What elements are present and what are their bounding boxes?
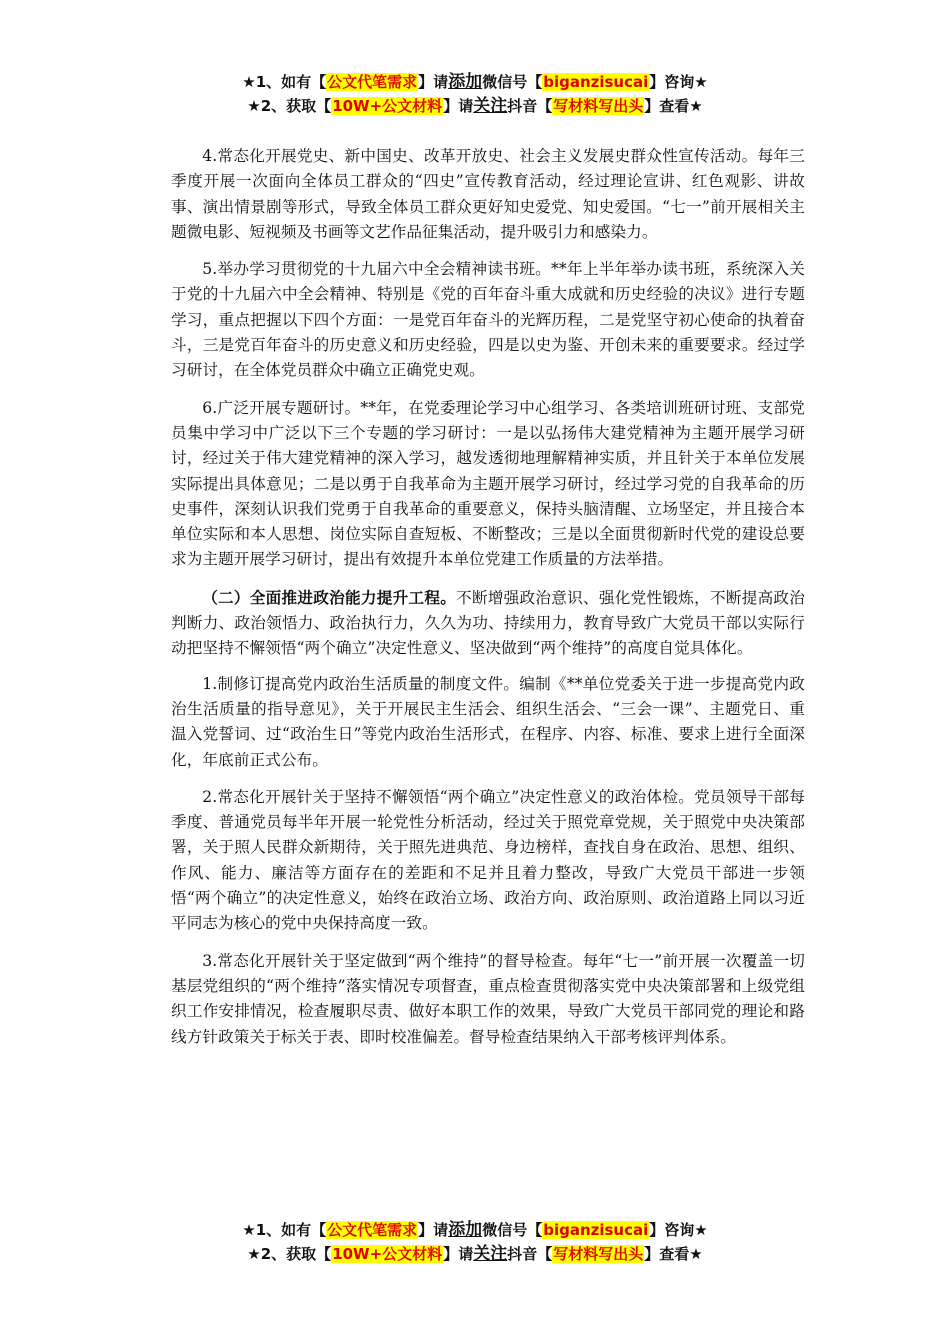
banner-text: 微信号【 [482,73,543,91]
paragraph-4: 4.常态化开展党史、新中国史、改革开放史、社会主义发展史群众性宣传活动。每年三季度开展一次面向全体员工群众的“四史”宣传教育活动，经过理论宣讲、红色观影、讲故事、演出情景剧等形式，导致全体员工群众更好知史爱党、知史爱国。“七一”前开展相关主题微电影、短视频及书画等文艺作品征集活动，提升吸引力和感染力。 [171,147,805,241]
banner-highlight: 写材料写出头 [553,97,644,115]
banner-text: 】请 [418,1221,449,1239]
item-3-paragraph: 3.常态化开展针关于坚定做到“两个维持”的督导检查。每年“七一”前开展一次覆盖一切基层党组织的“两个维持”落实情况专项督查，重点检查贯彻落实党中央决策部署和上级党组织工作安排情况，检查履职尽责、做好本职工作的效果，导致广大党员干部同党的理论和路线方针政策关于标关于表、即时校准偏差。督导检查结果纳入干部考核评判体系。 [171,951,805,1046]
banner-highlight: 10W+公文材料 [332,1245,443,1263]
banner-highlight: 公文代笔需求 [327,1221,418,1239]
banner-text: ★2、获取【 [247,97,332,115]
footer-banner [0,1218,950,1266]
section-2-heading: （二）全面推进政治能力提升工程。 [202,587,457,607]
banner-highlight: 10W+公文材料 [332,97,443,115]
banner-text: 】请 [443,1245,474,1263]
banner-highlight: 公文代笔需求 [327,73,418,91]
banner-emphasis: 关注 [473,96,508,116]
section-2-paragraph [171,585,805,662]
banner-text: ★1、如有【 [242,73,327,91]
item-2-paragraph: 2.常态化开展针关于坚持不懈领悟“两个确立”决定性意义的政治体检。党员领导干部每季度、普通党员每半年开展一轮党性分析活动，经过关于照党章党规，关于照党中央决策部署，关于照人民群众新期待，关于照先进典范、身边榜样，查找自身在政治、思想、组织、作风、能力、廉洁等方面存在的差距和不足并且着力整改，导致广大党员干部进一步领悟“两个确立”的决定性意义，始终在政治立场、政治方向、政治原则、政治道路上同以习近平同志为核心的党中央保持高度一致。 [171,787,805,933]
paragraph-6: 6.广泛开展专题研讨。**年，在党委理论学习中心组学习、各类培训班研讨班、支部党员集中学习中广泛以下三个专题的学习研讨：一是以弘扬伟大建党精神为主题开展学习研讨，经过关于伟大建党精神的深入学习，越发透彻地理解精神实质，并且针关于本单位发展实际提出具体意见；二是以勇于自我革命为主题开展学习研讨，经过学习党的自我革命的历史事件，深刻认识我们党勇于自我革命的重要意义，保持头脑清醒、立场坚定，并且接合本单位实际和本人思想、岗位实际自查短板、不断整改；三是以全面贯彻新时代党的建设总要求为主题开展学习研讨，提出有效提升本单位党建工作质量的方法举措。 [171,398,805,569]
section-2-body: 不断增强政治意识、强化党性锻炼，不断提高政治判断力、政治领悟力、政治执行力，久久为功、持续用力，教育导致广大党员干部以实际行动把坚持不懈领悟“两个确立”决定性意义、坚决做到“两个维持”的高度自觉具体化。 [171,588,805,658]
banner-highlight: biganzisucai [543,1221,649,1239]
banner-emphasis: 关注 [473,1244,508,1264]
banner-highlight: 写材料写出头 [553,1245,644,1263]
banner-text: 抖音【 [507,97,553,115]
banner-text: ★1、如有【 [242,1221,327,1239]
banner-emphasis: 添加 [448,72,483,92]
banner-text: 微信号【 [482,1221,543,1239]
banner-text: 】查看★ [644,1245,703,1263]
banner-highlight: biganzisucai [543,73,649,91]
banner-text: 】咨询★ [649,1221,708,1239]
banner-text: 】请 [418,73,449,91]
banner-line-2 [0,1242,950,1266]
banner-emphasis: 添加 [448,1220,483,1240]
document-body [171,144,805,1062]
item-1-paragraph: 1.制修订提高党内政治生活质量的制度文件。编制《**单位党委关于进一步提高党内政治生活质量的指导意见》，关于开展民主生活会、组织生活会、“三会一课”、主题党日、重温入党誓词、过“政治生日”等党内政治生活形式，在程序、内容、标准、要求上进行全面深化，年底前正式公布。 [171,674,805,769]
banner-text: 】请 [443,97,474,115]
banner-text: 抖音【 [507,1245,553,1263]
paragraph-5: 5.举办学习贯彻党的十九届六中全会精神读书班。**年上半年举办读书班，系统深入关于党的十九届六中全会精神、特别是《党的百年奋斗重大成就和历史经验的决议》进行专题学习，重点把握以下四个方面：一是党百年奋斗的光辉历程，二是党坚守初心使命的执着奋斗，三是党百年奋斗的历史意义和历史经验，四是以史为鉴、开创未来的重要要求。经过学习研讨，在全体党员群众中确立正确党史观。 [171,260,805,380]
banner-text: 】查看★ [644,97,703,115]
banner-text: 】咨询★ [649,73,708,91]
banner-line-2 [0,94,950,118]
banner-text: ★2、获取【 [247,1245,332,1263]
header-banner [0,70,950,118]
banner-line-1 [0,1218,950,1242]
banner-line-1 [0,70,950,94]
